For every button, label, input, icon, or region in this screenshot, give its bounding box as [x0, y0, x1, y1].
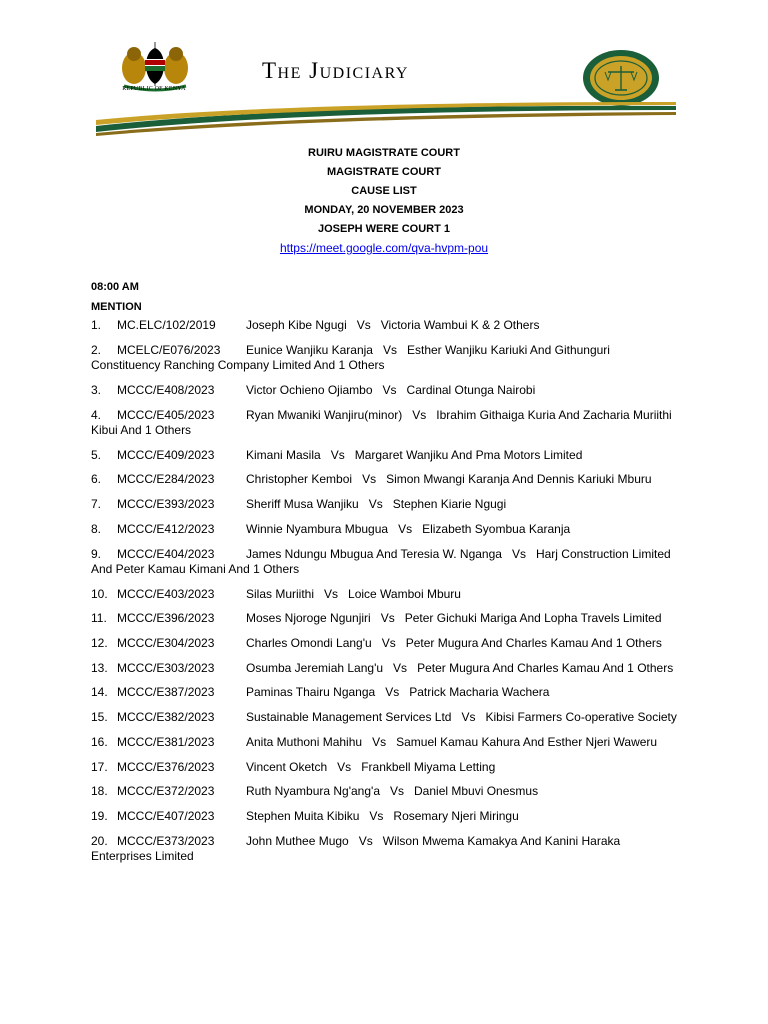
case-plaintiff: Stephen Muita Kibiku [246, 808, 360, 823]
case-number: 2. [91, 342, 102, 357]
case-reference: MCCC/E387/2023 [117, 685, 215, 700]
list-item [91, 661, 681, 677]
case-defendant: Kibisi Farmers Co-operative Society [485, 710, 677, 725]
case-number: 14. [91, 685, 108, 700]
session-category: MENTION [91, 301, 142, 313]
case-number: 10. [91, 586, 108, 601]
case-list [91, 318, 681, 865]
letterhead [0, 0, 768, 140]
case-versus: Vs [393, 660, 408, 675]
case-number: 20. [91, 833, 108, 848]
case-plaintiff: Silas Muriithi [246, 586, 315, 601]
case-defendant: Simon Mwangi Karanja And Dennis Kariuki Mburu [386, 472, 652, 487]
case-plaintiff: Anita Muthoni Mahihu [246, 734, 363, 749]
virtual-court-link[interactable]: https://meet.google.com/qva-hvpm-pou [279, 241, 489, 255]
case-plaintiff: Moses Njoroge Ngunjiri [246, 611, 371, 626]
case-plaintiff: Paminas Thairu Nganga [246, 685, 376, 700]
list-item [91, 735, 681, 751]
list-item [91, 547, 681, 578]
list-item [91, 472, 681, 488]
case-versus: Vs [382, 382, 397, 397]
case-reference: MCCC/E381/2023 [117, 734, 215, 749]
case-versus: Vs [368, 497, 383, 512]
case-versus: Vs [390, 784, 405, 799]
case-plaintiff: Eunice Wanjiku Karanja [246, 342, 373, 357]
case-number: 6. [91, 472, 102, 487]
case-number: 18. [91, 784, 108, 799]
case-reference: MCCC/E303/2023 [117, 660, 215, 675]
list-item [91, 809, 681, 825]
list-item [91, 448, 681, 464]
case-plaintiff: Sustainable Management Services Ltd [246, 710, 452, 725]
case-defendant: Peter Gichuki Mariga And Lopha Travels Limited [404, 611, 662, 626]
case-defendant: Ibrahim Githaiga Kuria And Zacharia Muriithi Kibui And 1 Others [91, 407, 672, 438]
case-plaintiff: Ryan Mwaniki Wanjiru(minor) [246, 407, 403, 422]
case-versus: Vs [356, 318, 371, 332]
list-item [91, 383, 681, 399]
case-versus: Vs [380, 611, 395, 626]
case-plaintiff: Kimani Masila [246, 447, 321, 462]
list-item [91, 408, 681, 439]
session-time: 08:00 AM [91, 281, 139, 293]
case-reference: MCCC/E404/2023 [117, 546, 215, 561]
list-item [91, 587, 681, 603]
case-number: 15. [91, 710, 108, 725]
case-versus: Vs [398, 521, 413, 536]
case-plaintiff: Christopher Kemboi [246, 472, 353, 487]
case-versus: Vs [412, 407, 427, 422]
case-versus: Vs [337, 759, 352, 774]
case-reference: MCCC/E409/2023 [117, 447, 215, 462]
case-reference: MC.ELC/102/2019 [117, 318, 216, 332]
list-item [91, 636, 681, 652]
case-versus: Vs [362, 472, 377, 487]
case-number: 11. [91, 611, 107, 626]
case-plaintiff: Joseph Kibe Ngugi [246, 318, 347, 332]
case-versus: Vs [385, 685, 400, 700]
case-plaintiff: James Ndungu Mbugua And Teresia W. Nganga [246, 546, 502, 561]
list-item [91, 784, 681, 800]
case-reference: MCCC/E393/2023 [117, 497, 215, 512]
case-number: 19. [91, 808, 108, 823]
list-item [91, 611, 681, 627]
case-versus: Vs [461, 710, 476, 725]
case-plaintiff: Ruth Nyambura Ng'ang'a [246, 784, 380, 799]
case-versus: Vs [358, 833, 373, 848]
case-reference: MCCC/E403/2023 [117, 586, 215, 601]
list-item [91, 710, 681, 726]
case-number: 5. [91, 447, 102, 462]
court-type: MAGISTRATE COURT [326, 166, 442, 178]
case-plaintiff: Osumba Jeremiah Lang'u [246, 660, 384, 675]
case-defendant: Peter Mugura And Charles Kamau And 1 Others [405, 636, 662, 651]
case-versus: Vs [372, 734, 387, 749]
case-number: 3. [91, 382, 102, 397]
case-plaintiff: Charles Omondi Lang'u [246, 636, 372, 651]
case-reference: MCCC/E376/2023 [117, 759, 215, 774]
case-reference: MCCC/E373/2023 [117, 833, 215, 848]
case-reference: MCCC/E304/2023 [117, 636, 215, 651]
case-versus: Vs [369, 808, 384, 823]
case-reference: MCELC/E076/2023 [117, 342, 221, 357]
case-number: 8. [91, 521, 102, 536]
case-reference: MCCC/E405/2023 [117, 407, 215, 422]
case-number: 12. [91, 636, 108, 651]
case-reference: MCCC/E412/2023 [117, 521, 215, 536]
case-reference: MCCC/E407/2023 [117, 808, 215, 823]
case-defendant: Peter Mugura And Charles Kamau And 1 Others [417, 660, 674, 675]
list-item [91, 318, 681, 334]
case-number: 16. [91, 734, 108, 749]
case-plaintiff: Vincent Oketch [246, 759, 328, 774]
case-plaintiff: John Muthee Mugo [246, 833, 349, 848]
letterhead-stripes [0, 96, 768, 140]
case-defendant: Stephen Kiarie Ngugi [392, 497, 507, 512]
list-title: CAUSE LIST [351, 185, 417, 197]
case-defendant: Rosemary Njeri Miringu [393, 808, 519, 823]
case-defendant: Cardinal Otunga Nairobi [406, 382, 536, 397]
case-plaintiff: Victor Ochieno Ojiambo [246, 382, 373, 397]
case-number: 9. [91, 546, 102, 561]
judge-court: JOSEPH WERE COURT 1 [317, 223, 451, 235]
list-item [91, 343, 681, 374]
case-plaintiff: Sheriff Musa Wanjiku [246, 497, 359, 512]
case-defendant: Wilson Mwema Kamakya And Kanini Haraka Enterprises Limited [91, 833, 621, 864]
coat-caption: REPUBLIC OF KENYA [122, 86, 186, 92]
case-defendant: Frankbell Miyama Letting [361, 759, 496, 774]
case-number: 4. [91, 407, 102, 422]
case-number: 7. [91, 497, 102, 512]
cause-list [91, 279, 681, 874]
list-item [91, 522, 681, 538]
list-item [91, 760, 681, 776]
case-number: 1. [91, 318, 102, 332]
case-versus: Vs [511, 546, 526, 561]
case-reference: MCCC/E372/2023 [117, 784, 215, 799]
case-defendant: Loice Wamboi Mburu [348, 586, 461, 601]
case-defendant: Daniel Mbuvi Onesmus [414, 784, 539, 799]
case-defendant: Harj Construction Limited And Peter Kamau Kimani And 1 Others [91, 546, 671, 576]
case-plaintiff: Winnie Nyambura Mbugua [246, 521, 389, 536]
case-defendant: Samuel Kamau Kahura And Esther Njeri Waweru [396, 734, 658, 749]
case-defendant: Patrick Macharia Wachera [409, 685, 550, 700]
case-reference: MCCC/E396/2023 [117, 611, 215, 626]
list-item [91, 685, 681, 701]
cause-list-headings [0, 144, 768, 258]
case-defendant: Elizabeth Syombua Karanja [422, 521, 571, 536]
case-reference: MCCC/E284/2023 [117, 472, 215, 487]
case-number: 13. [91, 660, 108, 675]
list-item [91, 834, 681, 865]
case-reference: MCCC/E382/2023 [117, 710, 215, 725]
hearing-date: MONDAY, 20 NOVEMBER 2023 [304, 204, 464, 216]
case-reference: MCCC/E408/2023 [117, 382, 215, 397]
case-versus: Vs [330, 447, 345, 462]
case-versus: Vs [382, 342, 397, 357]
case-number: 17. [91, 759, 108, 774]
case-defendant: Margaret Wanjiku And Pma Motors Limited [354, 447, 583, 462]
court-name: RUIRU MAGISTRATE COURT [308, 147, 460, 159]
case-versus: Vs [324, 586, 339, 601]
case-defendant: Esther Wanjiku Kariuki And Githunguri Constituency Ranching Company Limited And 1 Others [91, 342, 610, 373]
list-item [91, 497, 681, 513]
letterhead-title: The Judiciary [262, 58, 409, 83]
case-defendant: Victoria Wambui K & 2 Others [380, 318, 540, 332]
case-versus: Vs [381, 636, 396, 651]
